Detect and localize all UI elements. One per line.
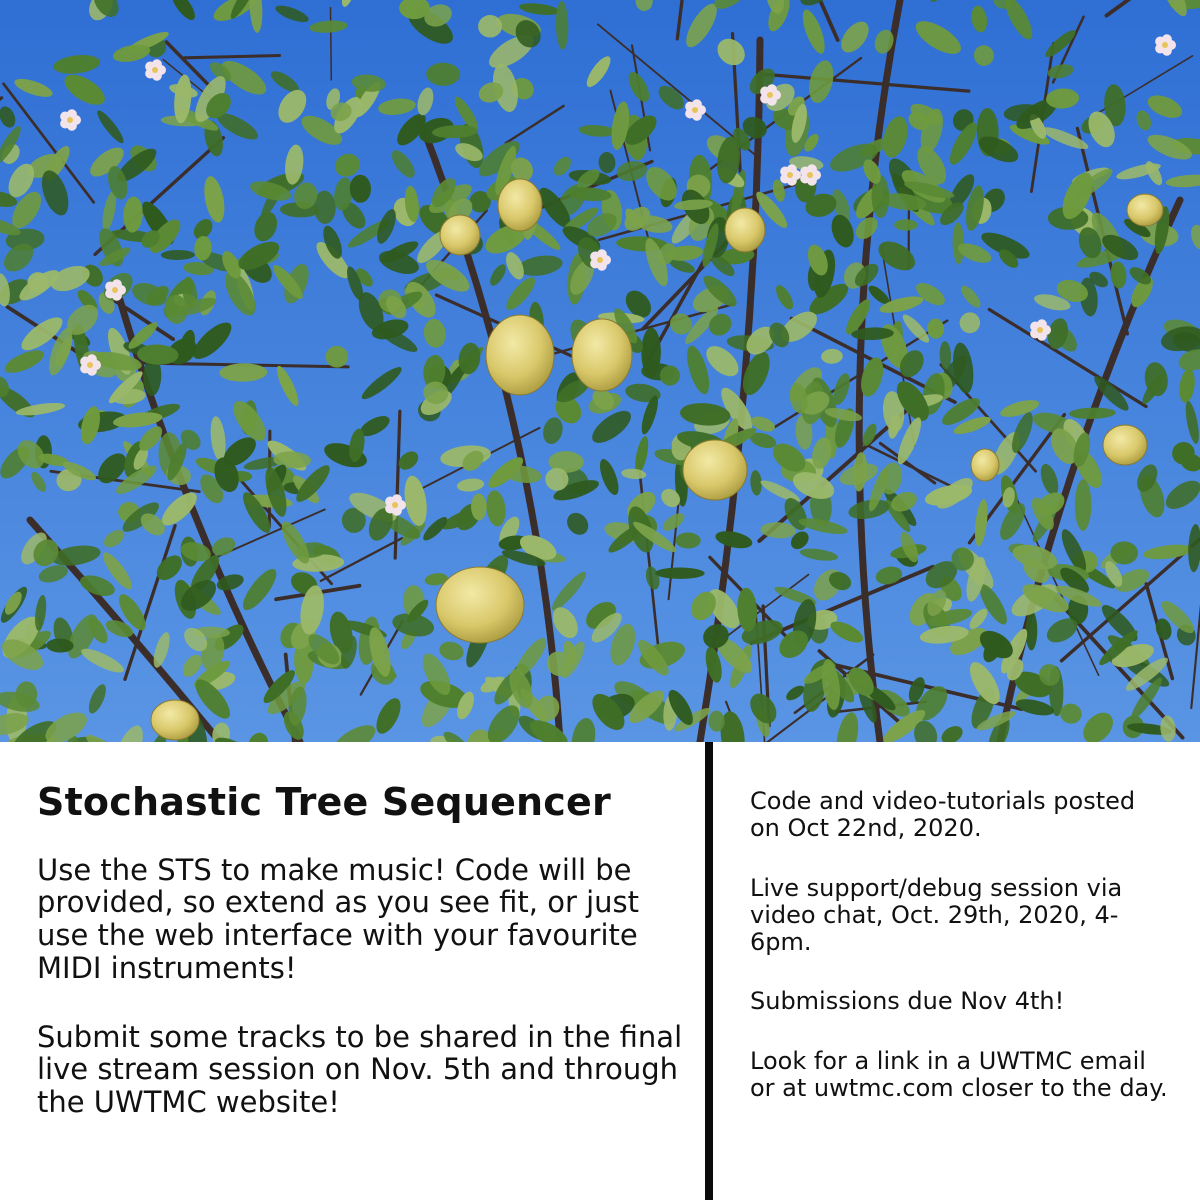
submit-paragraph: Submit some tracks to be shared in the final live stream session on Nov. 5th and through the UWTMC website! <box>37 1019 683 1120</box>
branch <box>331 8 332 80</box>
column-divider <box>705 742 713 1200</box>
blossom-center <box>152 67 158 73</box>
lemon <box>572 319 632 391</box>
blossom-center <box>392 502 398 508</box>
lemon <box>971 449 999 481</box>
blossom-center <box>597 257 603 263</box>
blossom-center <box>112 287 118 293</box>
blossom-center <box>787 172 793 178</box>
lemon <box>683 440 747 500</box>
lemon <box>498 179 542 231</box>
lemon <box>725 208 765 252</box>
lemon <box>1127 194 1163 226</box>
lemon <box>436 567 524 643</box>
lemon <box>151 700 199 740</box>
blossom-center <box>1162 42 1168 48</box>
blossom-center <box>1037 327 1043 333</box>
blossom-center <box>807 172 813 178</box>
poster-title: Stochastic Tree Sequencer <box>37 780 611 824</box>
main-column <box>37 780 687 1155</box>
blossom-center <box>767 92 773 98</box>
intro-paragraph: Use the STS to make music! Code will be provided, so extend as you see fit, or just use the web interface with your favourite MIDI instruments! <box>37 852 640 985</box>
lemon <box>440 215 480 255</box>
details-column <box>750 788 1170 1135</box>
link-note: Look for a link in a UWTMC email or at uwtmc.com closer to the day. <box>750 1047 1168 1103</box>
tutorials-note: Code and video-tutorials posted on Oct 22nd, 2020. <box>750 787 1136 842</box>
blossom-center <box>67 117 73 123</box>
blossom-center <box>87 362 93 368</box>
lemon <box>1103 425 1147 465</box>
lemon <box>486 315 554 395</box>
leaf <box>675 532 700 548</box>
deadline-note: Submissions due Nov 4th! <box>750 987 1065 1016</box>
blossom-center <box>692 107 698 113</box>
support-session-note: Live support/debug session via video chat, Oct. 29th, 2020, 4-6pm. <box>750 873 1123 956</box>
